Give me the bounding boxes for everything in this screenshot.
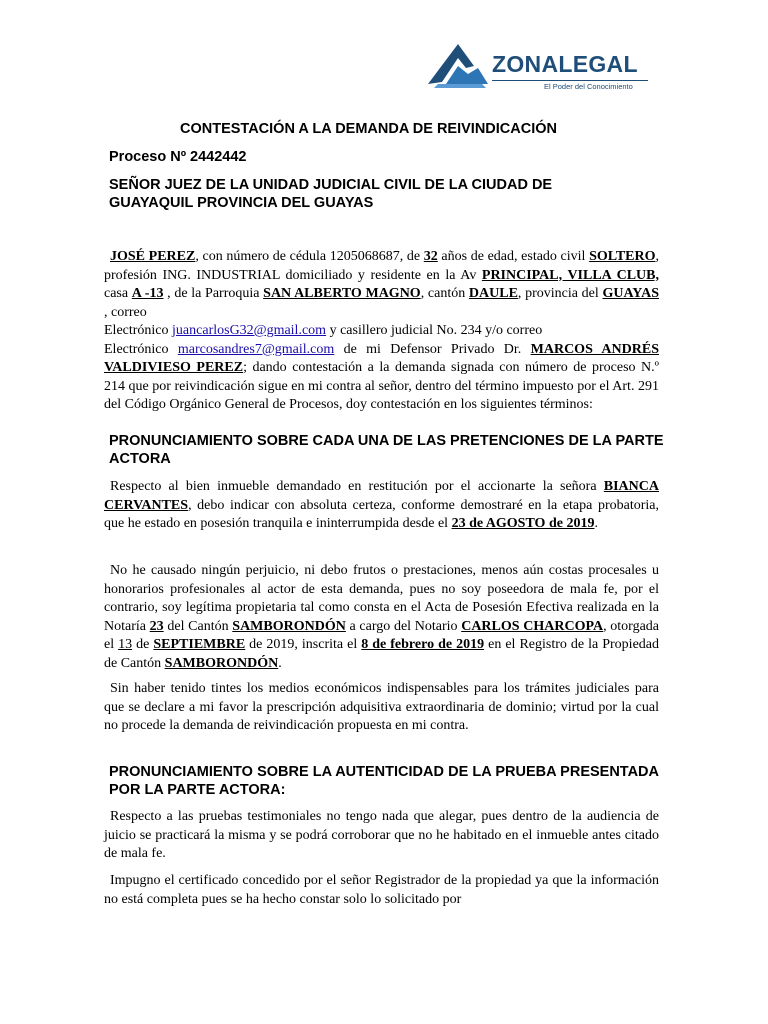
notary-name: CARLOS CHARCOPA [461,618,604,634]
paragraph-ownership: No he causado ningún perjuicio, ni debo frutos o prestaciones, menos aún costas procesales u honorarios profesionales al actor de esta demanda, pues no soy poseedora de mala fe, por el contrario, soy legítima propietaria tal como consta en el Acta de Posesión Efectiva realizada en la Notaría 23 del Cantón SAMBORONDÓN a cargo del Notario CARLOS CHARCOPA, otorgada el 13 de SEPTIEMBRE de 2019, inscrita el 8 de febrero de 2019 en el Registro de la Propiedad de Cantón SAMBORONDÓN. [104,563,659,671]
mountain-logo-icon [428,44,488,90]
province: GUAYAS [602,286,660,301]
civil-status: SOLTERO [589,249,656,264]
canton-samborondon-2: SAMBORONDÓN [164,655,279,671]
logo-rule [492,80,648,81]
process-number: Proceso Nº 2442442 [109,149,247,165]
zonalegal-logo [428,44,658,94]
document-title: CONTESTACIÓN A LA DEMANDA DE REIVINDICACIÓN [180,121,557,137]
addressee: SEÑOR JUEZ DE LA UNIDAD JUDICIAL CIVIL DE LA CIUDAD DE GUAYAQUIL PROVINCIA DEL GUAYAS [109,177,553,211]
grant-day: 13 [118,637,133,652]
defendant-name: JOSÉ PEREZ [110,249,196,264]
section-heading-autenticidad: PRONUNCIAMIENTO SOBRE LA AUTENTICIDAD DE LA PRUEBA PRESENTADA POR LA PARTE ACTORA: [109,764,659,798]
registration-date: 8 de febrero de 2019 [361,637,485,652]
notary-number: 23 [149,618,164,634]
canton: DAULE [468,286,518,301]
parish: SAN ALBERTO MAGNO [263,286,421,301]
plaintiff-name: BIANCA CERVANTES [104,479,659,513]
lawyer-name: MARCOS ANDRÉS VALDIVIESO PEREZ [104,341,659,375]
paragraph-possession: Respecto al bien inmueble demandado en restitución por el accionarte la señora BIANCA CERVANTES, debo indicar con absoluta certeza, conforme demostraré en la etapa probatoria, que he estado en posesión tranquila e ininterrumpida desde el 23 de AGOSTO de 2019. [104,479,659,531]
paragraph-testimonial: Respecto a las pruebas testimoniales no tengo nada que alegar, pues dentro de la audiencia de juicio se practicará la misma y se podrá corroborar que no he habitado en el inmueble antes citado de mala fe. [104,809,659,861]
section-heading-pretensiones: PRONUNCIAMIENTO SOBRE CADA UNA DE LAS PRETENCIONES DE LA PARTE ACTORA [109,433,664,467]
grant-month: SEPTIEMBRE [153,637,246,652]
canton-samborondon: SAMBORONDÓN [232,618,346,634]
paragraph-impugnation: Impugno el certificado concedido por el señor Registrador de la propiedad ya que la información no está completa pues se ha hecho constar solo lo solicitado por [104,873,659,907]
house-number: A -13 [131,286,164,301]
paragraph-prescription: Sin haber tenido tintes los medios económicos indispensables para los trámites judiciales para que se declare a mi favor la prescripción adquisitiva extraordinaria de dominio; virtud por la cual no procede la demanda de reivindicación propuesta en mi contra. [104,681,659,733]
email-link-2[interactable]: marcosandres7@gmail.com [177,341,335,357]
intro-paragraph: JOSÉ PEREZ, con número de cédula 1205068687, de 32 años de edad, estado civil SOLTERO, profesión ING. INDUSTRIAL domiciliado y residente en la Av PRINCIPAL, VILLA CLUB, casa A -13 , de la Parroquia SAN ALBERTO MAGNO, cantón DAULE, provincia del GUAYAS , correo Electrónico juancarlosG32@gmail.com y casillero judicial No. 234 y/o correo Electrónico marcosandres7@gmail.com de mi Defensor Privado Dr. MARCOS ANDRÉS VALDIVIESO PEREZ; dando contestación a la demanda signada con número de proceso N.º 214 que por reivindicación sigue en mi contra al señor, dentro del término impuesto por el Art. 291 del Código Orgánico General de Procesos, doy contestación en los siguientes términos: [104,249,660,412]
possession-date: 23 de AGOSTO de 2019 [451,516,595,531]
street: PRINCIPAL, VILLA CLUB, [481,267,659,283]
age: 32 [423,249,438,264]
email-link-1[interactable]: juancarlosG32@gmail.com [172,323,327,338]
logo-name: ZONALEGAL [492,51,638,77]
logo-tagline: El Poder del Conocimiento [544,82,633,91]
